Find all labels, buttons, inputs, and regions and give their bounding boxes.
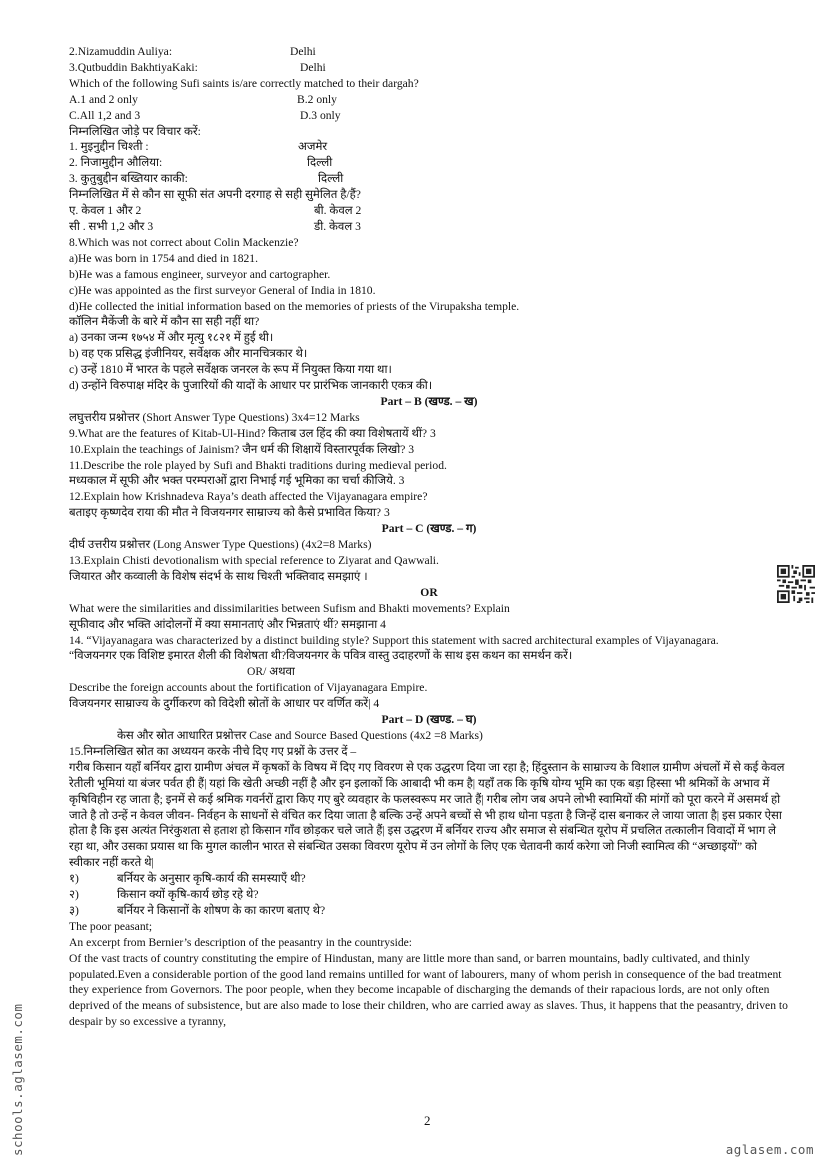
passage-title: The poor peasant;	[69, 919, 153, 933]
or-separator: OR/ अथवा	[247, 665, 295, 679]
source-passage-english: Of the vast tracts of country constituting the empire of Hindustan, many are little more than sand, or barren mountains, badly cultivated, and thinly populated.Even a considerable portion of the good land remains untilled for want of labourers, many of whom perish in consequence of the bad treatment they experience from Governors. The poor people, when they become incapable of discharging the demands of their rapacious lords, are not only often deprived of the means of subsistence, but are also made to lose their children, who are carried away as slaves. Thus, it happens that the peasantry, driven to despair by so excessive a tyranny,	[69, 951, 788, 1029]
question-text: 13.Explain Chisti devotionalism with special reference to Ziyarat and Qawwali.	[69, 554, 439, 567]
question-text: मध्यकाल में सूफी और भक्त परम्पराओं द्वारा निभाई गई भूमिका का चर्चा कीजिये. 3	[69, 474, 405, 488]
question-text: जियारत और कव्वाली के विशेष संदर्भ के साथ चिश्ती भक्तिवाद समझाएं ।	[69, 569, 368, 583]
text-line: निम्नलिखित जोड़े पर विचार करें:	[69, 124, 201, 138]
section-heading: Part – C (खण्ड. – ग)	[381, 522, 477, 536]
option-line: ए. केवल 1 और 2 बी. केवल 2	[69, 204, 362, 218]
page-content	[69, 44, 789, 1030]
option-line: A.1 and 2 only B.2 only	[69, 92, 337, 106]
or-separator: OR	[420, 585, 438, 599]
option-line: C.All 1,2 and 3 D.3 only	[69, 108, 341, 122]
question-text: “विजयनगर एक विशिष्ट इमारत शैली की विशेषता थी?विजयनगर के पवित्र वास्तु उदाहरणों के साथ इस कथन का समर्थन करें।	[69, 649, 573, 663]
option-line: b) वह एक प्रसिद्ध इंजीनियर, सर्वेक्षक और मानचित्रकार थे।	[69, 347, 308, 361]
side-watermark	[8, 968, 26, 1158]
question-text: What were the similarities and dissimilarities between Sufism and Bhakti movements? Explain	[69, 601, 510, 615]
section-heading: Part – B (खण्ड. – ख)	[380, 394, 478, 408]
option-line: सी . सभी 1,2 और 3 डी. केवल 3	[69, 219, 361, 233]
source-passage-hindi: गरीब किसान यहाँ बर्नियर द्वारा ग्रामीण अंचल में कृषकों के विषय में दिए गए विवरण से एक उद्धरण दिया जा रहा है; हिंदुस्तान के साम्राज्य के विशाल ग्रामीण अंचलों में से कई केवल रेतीली भूमियां या बंजर पर्वत ही हैं| यहां कि खेती अच्छी नहीं है और इन इलाकों कि आबादी भी कम है| यहाँ तक कि कृषि योग्य भूमि का एक बड़ा हिस्सा भी श्रमिकों के अभाव में कृषिविहीन रह जाता है; इनमें से कई श्रमिक गवर्नरों द्वारा किए गए बुरे व्यवहार के फलस्वरूप मर जाते हैं| गरीब लोग जब अपने लोभी स्वामियों की मांगों को पूरा करने में असमर्थ हो जाते है तो उन्हें न केवल जीवन- निर्वहन के साधनों से वंचित कर दिया जाता है बल्कि उन्हें अपने बच्चों से भी हाथ धोना पड़ता है जिन्हें दास बनाकर ले जाया जाता है| इस प्रकार ऐसा होता है कि इस अत्यंत निरंकुशता से हताश हो किसान गाँव छोड़कर चले जाते हैं| इस उद्धरण में बर्नियर राज्य और समाज से संबन्धित यूरोप में प्रचलित तत्कालीन विवादों में भाग ले रहा था, और उसका प्रयास था कि मुगल कालीन भारत से संबन्धित उसका विवरण यूरोप में उन लोगों के लिए एक चेतावनी कार्य करेगा जो निजी स्वामित्व की “अच्छाइयों” को स्वीकार नहीं करते थे|	[69, 760, 785, 870]
sub-question: २) किसान क्यों कृषि-कार्य छोड़ रहे थे?	[69, 888, 259, 902]
option-line: d) उन्होंने विरुपाक्ष मंदिर के पुजारियों की यादों के आधार पर प्रारंभिक जानकारी एकत्र की।	[69, 379, 433, 393]
question-text: 8.Which was not correct about Colin Mackenzie?	[69, 235, 299, 249]
section-subheading: दीर्घ उत्तरीय प्रश्नोत्तर (Long Answer Type Questions) (4x2=8 Marks)	[69, 538, 372, 552]
question-text: बताइए कृष्णदेव राया की मौत ने विजयनगर साम्राज्य को कैसे प्रभावित किया? 3	[69, 506, 390, 520]
option-line: c) उन्हें 1810 में भारत के पहले सर्वेक्षक जनरल के रूप में नियुक्त किया गया था।	[69, 363, 392, 377]
sub-question: ३) बर्नियर ने किसानों के शोषण के का कारण बताए थे?	[69, 903, 326, 917]
option-line: c)He was appointed as the first surveyor General of India in 1810.	[69, 283, 376, 297]
bottom-watermark: aglasem.com	[725, 1142, 814, 1157]
question-text: विजयनगर साम्राज्य के दुर्गीकरण को विदेशी स्रोतों के आधार पर वर्णित करें| 4	[69, 697, 380, 711]
question-text: कॉलिन मैकेंजी के बारे में कौन सा सही नहीं था?	[69, 315, 260, 329]
text-line: 1. मुइनुद्दीन चिश्ती : अजमेर	[69, 140, 328, 154]
text-line: 3. कुतुबुद्दीन बख्तियार काकी: दिल्ली	[69, 172, 344, 186]
question-text: निम्नलिखित में से कौन सा सूफी संत अपनी दरगाह से सही सुमेलित है/हैं?	[69, 188, 361, 202]
passage-intro: An excerpt from Bernier’s description of the peasantry in the countryside:	[69, 935, 412, 949]
question-text: 9.What are the features of Kitab-Ul-Hind? किताब उल हिंद की क्या विशेषतायें थीं? 3	[69, 426, 436, 440]
option-line: a) उनका जन्म १७५४ में और मृत्यु १८२१ में हुई थी।	[69, 331, 274, 345]
question-text: Which of the following Sufi saints is/are correctly matched to their dargah?	[69, 76, 419, 90]
section-heading: Part – D (खण्ड. – घ)	[381, 713, 477, 727]
section-subheading: केस और स्रोत आधारित प्रश्नोत्तर Case and Source Based Questions (4x2 =8 Marks)	[117, 728, 483, 742]
question-text: 12.Explain how Krishnadeva Raya’s death affected the Vijayanagara empire?	[69, 490, 428, 504]
text-line: 2. निजामुद्दीन औलिया: दिल्ली	[69, 156, 333, 170]
option-line: b)He was a famous engineer, surveyor and cartographer.	[69, 267, 331, 281]
text-line: 2.Nizamuddin Auliya: Delhi	[69, 45, 316, 58]
question-text: 11.Describe the role played by Sufi and Bhakti traditions during medieval period.	[69, 458, 447, 472]
option-line: d)He collected the initial information based on the memories of priests of the Virupaksha temple.	[69, 299, 520, 313]
side-watermark-text: schools.aglasem.com	[10, 1003, 25, 1156]
page-number: 2	[424, 1113, 431, 1128]
text-line: 3.Qutbuddin BakhtiyaKaki: Delhi	[69, 60, 326, 74]
question-text: सूफीवाद और भक्ति आंदोलनों में क्या समानताएं और भिन्नताएं थीं? समझाना 4	[69, 617, 386, 631]
question-text: 14. “Vijayanagara was characterized by a distinct building style? Support this statement with sacred architectural examples of Vijayanagara.	[69, 633, 719, 647]
question-text: 15.निम्नलिखित स्रोत का अध्ययन करके नीचे दिए गए प्रश्नों के उत्तर दें –	[69, 744, 357, 758]
sub-question: १) बर्नियर के अनुसार कृषि-कार्य की समस्याएँ थी?	[69, 872, 306, 886]
qr-code-icon	[777, 565, 815, 603]
option-line: a)He was born in 1754 and died in 1821.	[69, 251, 259, 265]
question-text: Describe the foreign accounts about the fortification of Vijayanagara Empire.	[69, 681, 428, 695]
question-text: 10.Explain the teachings of Jainism? जैन धर्म की शिक्षायें विस्तारपूर्वक लिखो? 3	[69, 442, 415, 456]
section-subheading: लघुत्तरीय प्रश्नोत्तर (Short Answer Type Questions) 3x4=12 Marks	[69, 410, 360, 424]
